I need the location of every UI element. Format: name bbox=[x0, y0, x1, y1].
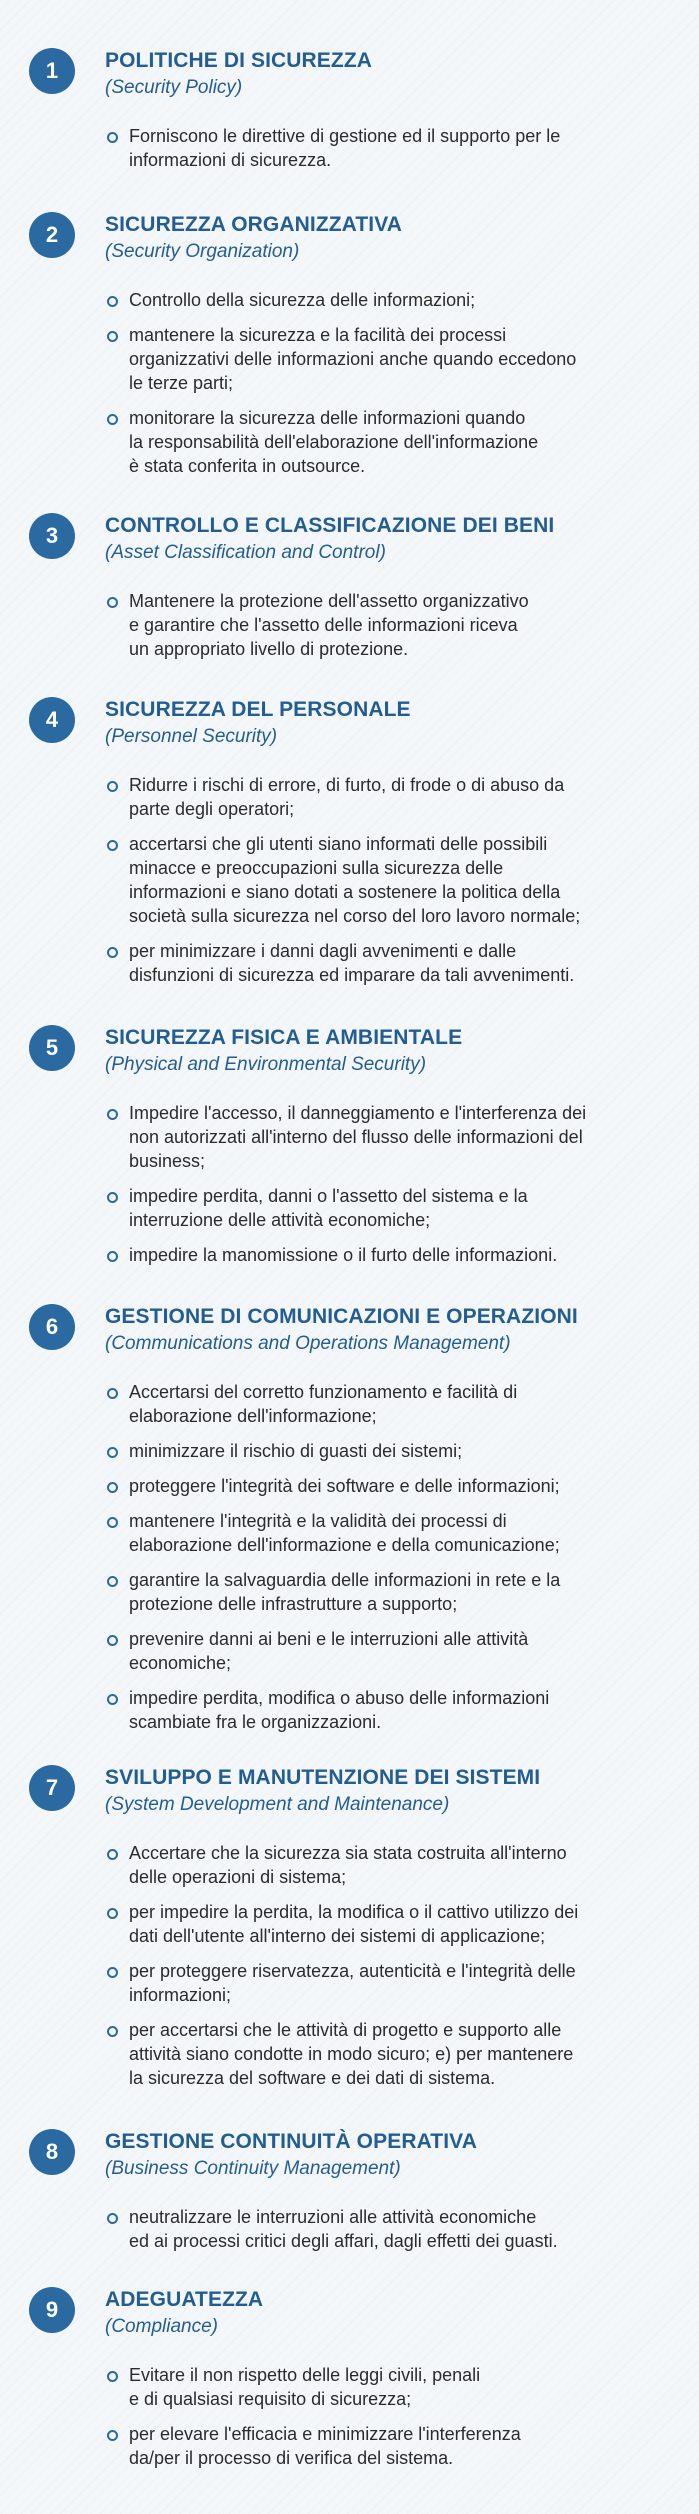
section-heading bbox=[105, 1025, 685, 1078]
list-item: per elevare l'efficacia e minimizzare l'interferenza da/per il processo di verifica del sistema. bbox=[105, 2422, 665, 2470]
list-item: per impedire la perdita, la modifica o il cattivo utilizzo dei dati dell'utente all'interno dei sistemi di applicazione; bbox=[105, 1900, 665, 1948]
section-number-badge: 2 bbox=[29, 212, 75, 258]
section-number-badge: 1 bbox=[29, 48, 75, 94]
section-number-badge: 3 bbox=[29, 513, 75, 559]
list-item: Controllo della sicurezza delle informazioni; bbox=[105, 288, 665, 312]
section-title: SICUREZZA ORGANIZZATIVA bbox=[105, 213, 403, 236]
section-number-badge: 5 bbox=[29, 1025, 75, 1071]
section-heading bbox=[105, 1304, 685, 1357]
section-subtitle: (Security Organization) bbox=[105, 241, 300, 262]
section-title: GESTIONE CONTINUITÀ OPERATIVA bbox=[105, 2130, 477, 2153]
section-item-list bbox=[105, 773, 665, 998]
list-item: prevenire danni ai beni e le interruzioni alle attività economiche; bbox=[105, 1627, 665, 1675]
section-title: SICUREZZA FISICA E AMBIENTALE bbox=[105, 1026, 463, 1049]
section-title: SVILUPPO E MANUTENZIONE DEI SISTEMI bbox=[105, 1766, 541, 1789]
list-item: garantire la salvaguardia delle informazioni in rete e la protezione delle infrastrutture a supporto; bbox=[105, 1568, 665, 1616]
section-heading bbox=[105, 513, 685, 566]
section-heading bbox=[105, 212, 685, 265]
section-item-list bbox=[105, 124, 665, 183]
section-item-list bbox=[105, 2363, 665, 2481]
list-item: proteggere l'integrità dei software e delle informazioni; bbox=[105, 1474, 665, 1498]
section-number-badge: 9 bbox=[29, 2287, 75, 2333]
section-item-list bbox=[105, 1101, 665, 1278]
section-number-badge: 8 bbox=[29, 2129, 75, 2175]
list-item: mantenere l'integrità e la validità dei processi di elaborazione dell'informazione e della comunicazione; bbox=[105, 1509, 665, 1557]
list-item: per accertarsi che le attività di progetto e supporto alle attività siano condotte in modo sicuro; e) per mantenere la sicurezza del software e dei dati di sistema. bbox=[105, 2018, 665, 2090]
section-subtitle: (Personnel Security) bbox=[105, 726, 278, 747]
list-item: Ridurre i rischi di errore, di furto, di frode o di abuso da parte degli operatori; bbox=[105, 773, 665, 821]
section-title: GESTIONE DI COMUNICAZIONI E OPERAZIONI bbox=[105, 1305, 578, 1328]
list-item: Mantenere la protezione dell'assetto organizzativo e garantire che l'assetto delle informazioni riceva un appropriato livello di protezione. bbox=[105, 589, 665, 661]
section-item-list bbox=[105, 288, 665, 489]
section-subtitle: (System Development and Maintenance) bbox=[105, 1794, 450, 1815]
list-item: impedire la manomissione o il furto delle informazioni. bbox=[105, 1243, 665, 1267]
list-item: per proteggere riservatezza, autenticità e l'integrità delle informazioni; bbox=[105, 1959, 665, 2007]
list-item: minimizzare il rischio di guasti dei sistemi; bbox=[105, 1439, 665, 1463]
section-subtitle: (Security Policy) bbox=[105, 77, 243, 98]
list-item: Forniscono le direttive di gestione ed il supporto per le informazioni di sicurezza. bbox=[105, 124, 665, 172]
section-title: SICUREZZA DEL PERSONALE bbox=[105, 698, 411, 721]
section-title: ADEGUATEZZA bbox=[105, 2288, 264, 2311]
list-item: per minimizzare i danni dagli avvenimenti e dalle disfunzioni di sicurezza ed imparare da tali avvenimenti. bbox=[105, 939, 665, 987]
section-heading bbox=[105, 2287, 685, 2340]
section-subtitle: (Business Continuity Management) bbox=[105, 2158, 401, 2179]
section-subtitle: (Asset Classification and Control) bbox=[105, 542, 386, 563]
section-heading bbox=[105, 48, 685, 101]
section-heading bbox=[105, 697, 685, 750]
list-item: Accertarsi del corretto funzionamento e facilità di elaborazione dell'informazione; bbox=[105, 1380, 665, 1428]
list-item: impedire perdita, danni o l'assetto del sistema e la interruzione delle attività economiche; bbox=[105, 1184, 665, 1232]
section-title: POLITICHE DI SICUREZZA bbox=[105, 49, 373, 72]
list-item: monitorare la sicurezza delle informazioni quando la responsabilità dell'elaborazione dell'informazione è stata conferita in outsource. bbox=[105, 406, 665, 478]
section-subtitle: (Communications and Operations Management) bbox=[105, 1333, 511, 1354]
section-number-badge: 7 bbox=[29, 1765, 75, 1811]
list-item: mantenere la sicurezza e la facilità dei processi organizzativi delle informazioni anche quando eccedono le terze parti; bbox=[105, 323, 665, 395]
section-item-list bbox=[105, 1380, 665, 1745]
section-subtitle: (Physical and Environmental Security) bbox=[105, 1054, 427, 1075]
list-item: Evitare il non rispetto delle leggi civili, penali e di qualsiasi requisito di sicurezza; bbox=[105, 2363, 665, 2411]
section-number-badge: 4 bbox=[29, 697, 75, 743]
list-item: Accertare che la sicurezza sia stata costruita all'interno delle operazioni di sistema; bbox=[105, 1841, 665, 1889]
list-item: impedire perdita, modifica o abuso delle informazioni scambiate fra le organizzazioni. bbox=[105, 1686, 665, 1734]
section-item-list bbox=[105, 589, 665, 672]
section-item-list bbox=[105, 1841, 665, 2101]
list-item: neutralizzare le interruzioni alle attività economiche ed ai processi critici degli affari, dagli effetti dei guasti. bbox=[105, 2205, 665, 2253]
section-heading bbox=[105, 1765, 685, 1818]
section-item-list bbox=[105, 2205, 665, 2264]
list-item: accertarsi che gli utenti siano informati delle possibili minacce e preoccupazioni sulla sicurezza delle informazioni e siano dotati a sostenere la politica della società sulla sicurezza nel corso del loro lavoro normale; bbox=[105, 832, 665, 928]
section-title: CONTROLLO E CLASSIFICAZIONE DEI BENI bbox=[105, 514, 555, 537]
list-item: Impedire l'accesso, il danneggiamento e l'interferenza dei non autorizzati all'interno del flusso delle informazioni del business; bbox=[105, 1101, 665, 1173]
section-number-badge: 6 bbox=[29, 1304, 75, 1350]
section-heading bbox=[105, 2129, 685, 2182]
section-subtitle: (Compliance) bbox=[105, 2316, 218, 2337]
